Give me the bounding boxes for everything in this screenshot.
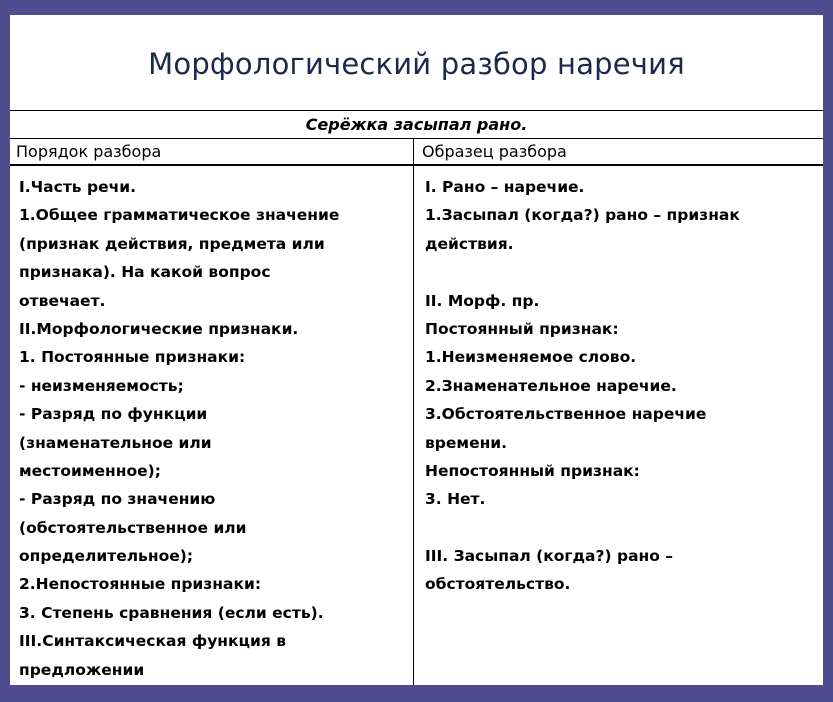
right-line: 1.Засыпал (когда?) рано – признак <box>425 206 740 225</box>
right-line: III. Засыпал (когда?) рано – <box>425 547 674 566</box>
left-line: (признак действия, предмета или <box>19 234 325 253</box>
right-line: 1.Неизменяемое слово. <box>425 348 637 367</box>
right-line: Непостоянный признак: <box>425 461 640 480</box>
right-line: Постоянный признак: <box>425 319 619 338</box>
left-line: местоименное); <box>19 461 161 480</box>
right-line: 3.Обстоятельственное наречие <box>425 405 707 424</box>
left-line: - неизменяемость; <box>19 376 184 395</box>
example-row <box>10 111 823 139</box>
blank-line <box>425 514 823 542</box>
left-line: 1.Общее грамматическое значение <box>19 206 340 225</box>
left-line: 3. Степень сравнения (если есть). <box>19 603 324 622</box>
left-line: 1. Постоянные признаки: <box>19 348 246 367</box>
document-frame <box>10 15 823 685</box>
left-line: 2.Непостоянные признаки: <box>19 575 262 594</box>
right-line: II. Морф. пр. <box>425 291 540 310</box>
left-line: отвечает. <box>19 291 106 310</box>
left-line: II.Морфологические признаки. <box>19 319 299 338</box>
example-sentence: Серёжка засыпал рано. <box>305 115 528 134</box>
left-line: (знаменательное или <box>19 433 212 452</box>
right-line: 2.Знаменательное наречие. <box>425 376 677 395</box>
blank-line <box>425 258 823 286</box>
analysis-order-column <box>10 166 414 685</box>
title-area <box>10 15 823 111</box>
left-line: III.Синтаксическая функция в <box>19 632 287 651</box>
left-line: (обстоятельственное или <box>19 518 247 537</box>
left-line: признака). На какой вопрос <box>19 263 271 282</box>
left-line: - Разряд по значению <box>19 490 216 509</box>
table-header-row <box>10 139 823 166</box>
left-line: - Разряд по функции <box>19 405 208 424</box>
page-title: Морфологический разбор наречия <box>148 46 685 81</box>
left-line: предложении <box>19 660 145 679</box>
right-column-header: Образец разбора <box>422 142 567 161</box>
right-line: I. Рано – наречие. <box>425 178 585 196</box>
left-line: I.Часть речи. <box>19 178 137 196</box>
left-column-header: Порядок разбора <box>10 139 414 164</box>
right-line: 3. Нет. <box>425 490 486 509</box>
right-line: действия. <box>425 234 514 253</box>
left-line: определительное); <box>19 547 194 566</box>
right-line: обстоятельство. <box>425 575 571 594</box>
analysis-example-column <box>414 166 823 685</box>
table-body-row <box>10 166 823 685</box>
right-line: времени. <box>425 433 508 452</box>
